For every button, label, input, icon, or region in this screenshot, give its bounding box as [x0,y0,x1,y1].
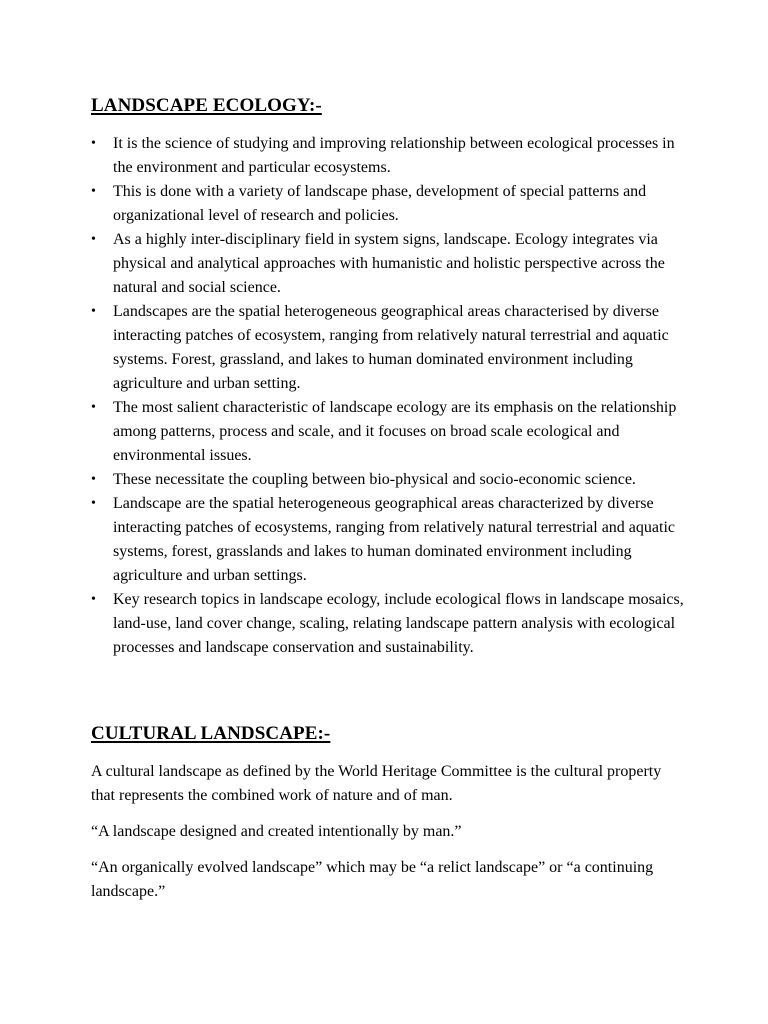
bullet-icon: • [91,232,96,247]
paragraph: A cultural landscape as defined by the World Heritage Committee is the cultural property that represents the combined work of nature and of man. [91,763,662,804]
bullet-text: This is done with a variety of landscape phase, development of special patterns and organizational level of research and policies. [113,183,647,224]
bullet-icon: • [91,400,96,415]
bullet-icon: • [91,472,96,487]
bullet-text: These necessitate the coupling between bio-physical and socio-economic science. [113,471,636,488]
bullet-item [91,228,691,300]
bullet-text: Key research topics in landscape ecology, include ecological flows in landscape mosaics, land-use, land cover change, scaling, relating landscape pattern analysis with ecological processes and landscape conservation and sustainability. [113,591,684,656]
bullet-text: Landscapes are the spatial heterogeneous geographical areas characterised by diverse interacting patches of ecosystem, ranging from relatively natural terrestrial and aquatic systems. Forest, grassland, and lakes to human dominated environment including agriculture and urban setting. [113,303,669,392]
bullet-icon: • [91,184,96,199]
bullet-text: As a highly inter-disciplinary field in system signs, landscape. Ecology integrates via physical and analytical approaches with humanistic and holistic perspective across the natural and social science. [113,231,665,296]
bullet-text: It is the science of studying and improving relationship between ecological processes in the environment and particular ecosystems. [113,135,675,176]
bullet-icon: • [91,136,96,151]
bullet-item [91,180,691,228]
section-heading-cultural-landscape: CULTURAL LANDSCAPE:- [91,723,331,744]
bullet-icon: • [91,304,96,319]
bullet-item [91,588,691,660]
paragraph: “A landscape designed and created intentionally by man.” [91,823,462,840]
bullet-text: Landscape are the spatial heterogeneous geographical areas characterized by diverse interacting patches of ecosystems, ranging from relatively natural terrestrial and aquatic systems, forest, grasslands and lakes to human dominated environment including agriculture and urban settings. [113,495,675,584]
paragraph: “An organically evolved landscape” which may be “a relict landscape” or “a continuing landscape.” [91,859,654,900]
bullet-item [91,300,691,396]
bullet-item [91,468,691,492]
bullet-item [91,396,691,468]
section-heading-landscape-ecology: LANDSCAPE ECOLOGY:- [91,95,322,116]
bullet-item [91,492,691,588]
bullet-icon: • [91,592,96,607]
bullet-icon: • [91,496,96,511]
bullet-list [91,132,691,660]
bullet-item [91,132,691,180]
bullet-text: The most salient characteristic of landscape ecology are its emphasis on the relationship among patterns, process and scale, and it focuses on broad scale ecological and environmental issues. [113,399,677,464]
